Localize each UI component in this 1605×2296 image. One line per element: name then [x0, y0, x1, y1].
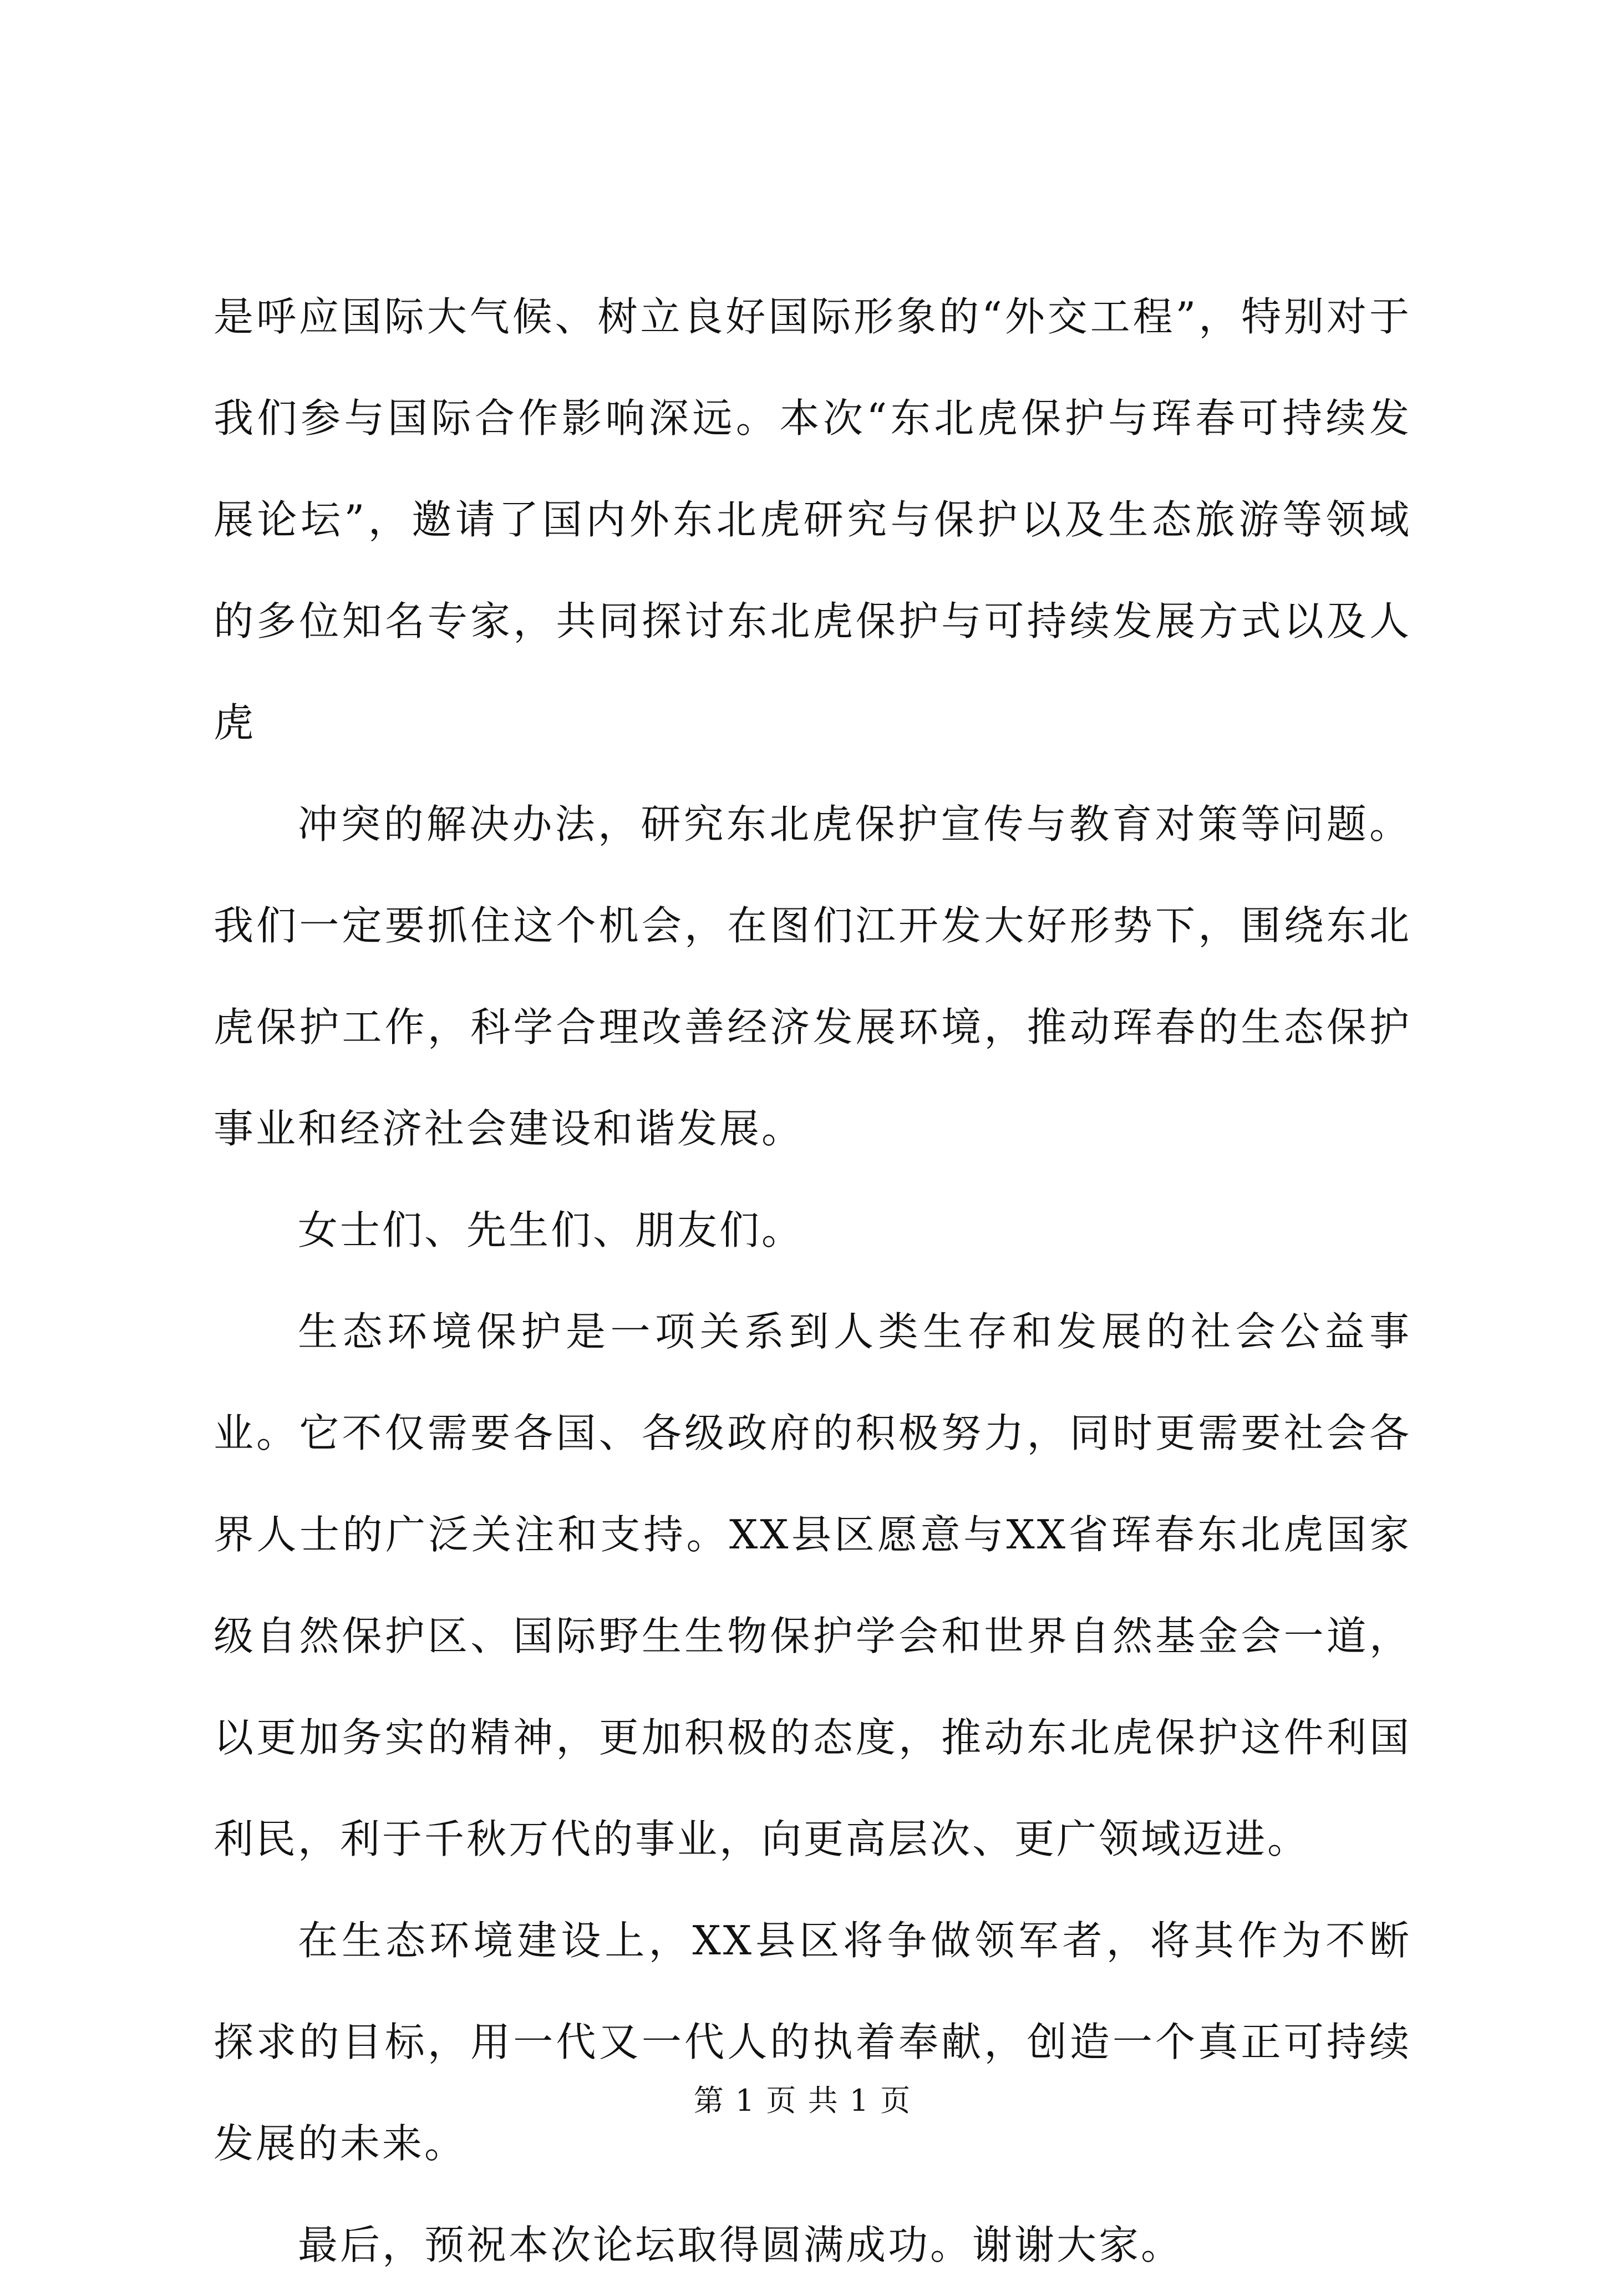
page-footer: 第 1 页 共 1 页 [693, 2083, 912, 2118]
paragraph-5: 在生态环境建设上，XX县区将争做领军者，将其作为不断探求的目标，用一代又一代人的执着奉献，创造一个真正可持续发展的未来。 [214, 1917, 1411, 2167]
paragraph-1: 是呼应国际大气候、树立良好国际形象的“外交工程”，特别对于我们参与国际合作影响深远。本次“东北虎保护与珲春可持续发展论坛”，邀请了国内外东北虎研究与保护以及生态旅游等领域的多位知名专家，共同探讨东北虎保护与可持续发展方式以及人虎 [214, 293, 1411, 746]
paragraph-3: 女士们、先生们、朋友们。 [298, 1207, 804, 1253]
paragraph-2: 冲突的解决办法，研究东北虎保护宣传与教育对策等问题。我们一定要抓住这个机会，在图们江开发大好形势下，围绕东北虎保护工作，科学合理改善经济发展环境，推动珲春的生态保护事业和经济社会建设和谐发展。 [214, 801, 1411, 1152]
document-body [214, 266, 1411, 2296]
paragraph-6: 最后，预祝本次论坛取得圆满成功。谢谢大家。 [298, 2222, 1184, 2268]
paragraph-4: 生态环境保护是一项关系到人类生存和发展的社会公益事业。它不仅需要各国、各级政府的积极努力，同时更需要社会各界人士的广泛关注和支持。XX县区愿意与XX省珲春东北虎国家级自然保护区、国际野生生物保护学会和世界自然基金会一道，以更加务实的精神，更加积极的态度，推动东北虎保护这件利国利民，利于千秋万代的事业，向更高层次、更广领域迈进。 [214, 1308, 1411, 1862]
